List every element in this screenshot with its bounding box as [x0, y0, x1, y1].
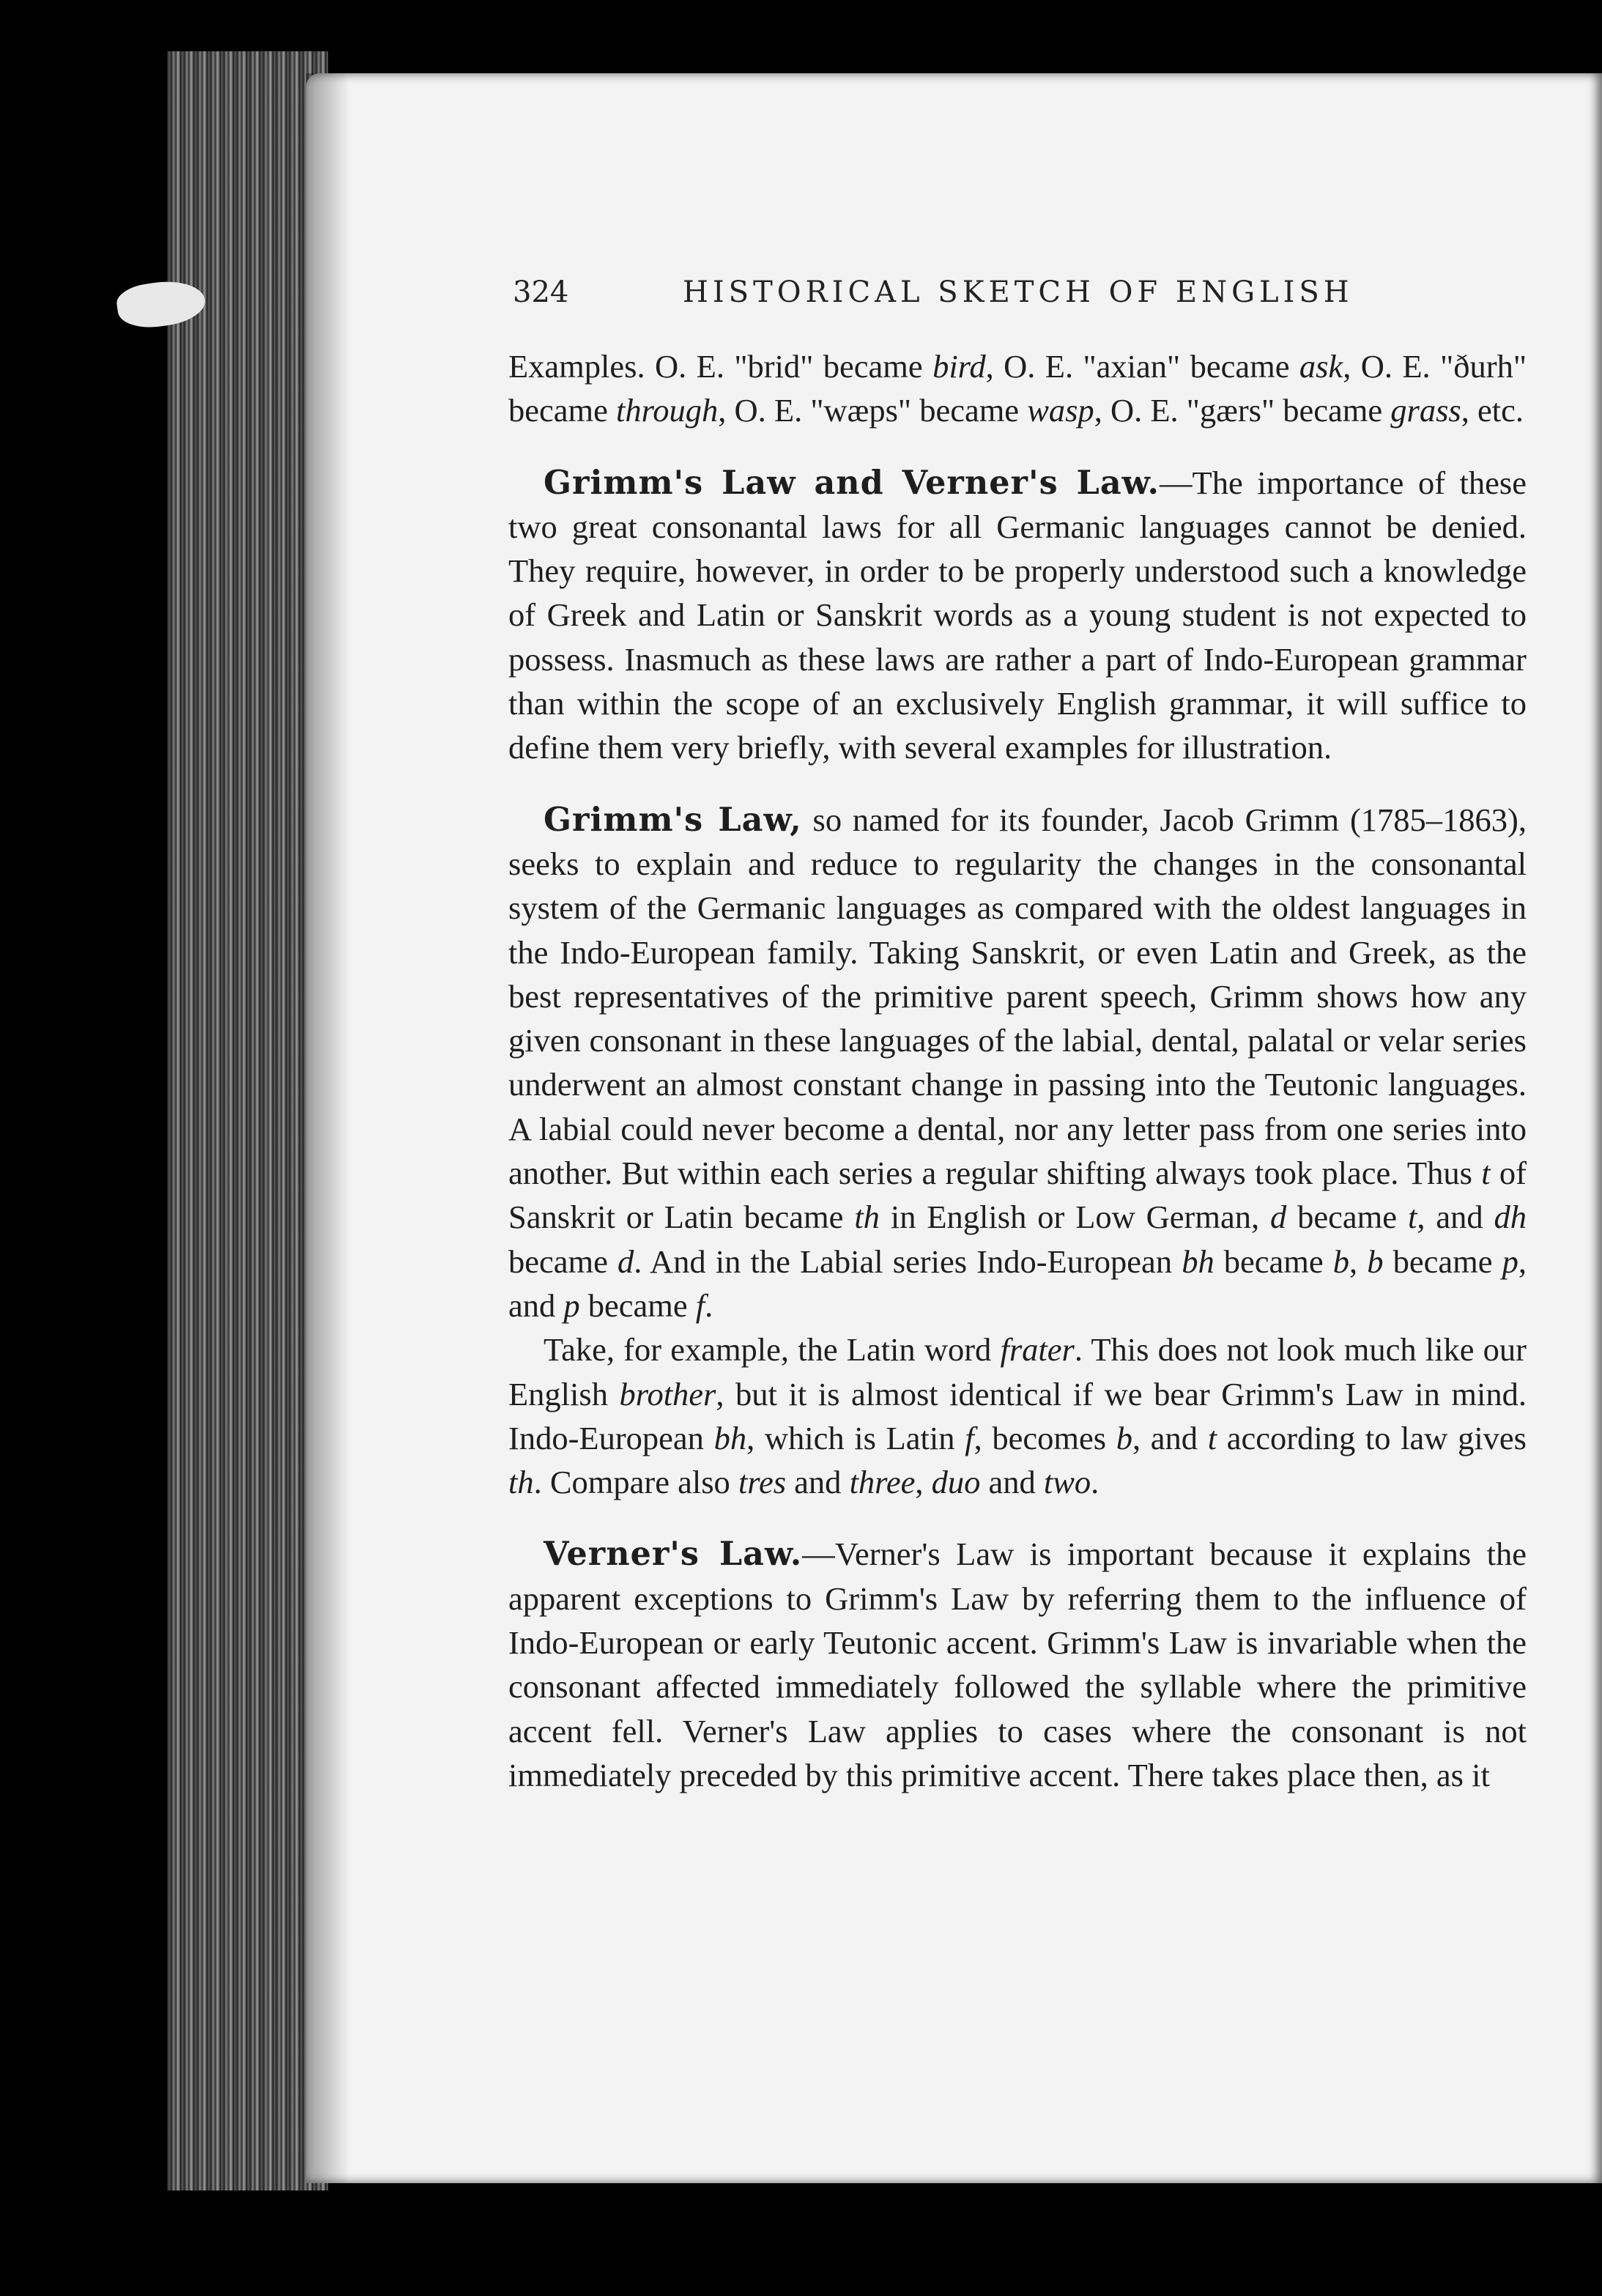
italic-word: wasp — [1027, 392, 1094, 429]
italic-word: frater — [1000, 1331, 1075, 1369]
italic-word: b — [1116, 1419, 1132, 1456]
text-run: , which is Latin — [746, 1419, 965, 1456]
text-run: so named for its founder, Jacob Grimm (1785–1863), seeks to explain and reduce to regularity the changes in the consonantal system of the Germanic languages as compared with the oldest languages in the Indo-European family. Taking Sanskrit, or even Latin and Greek, as the best representatives of the primitive parent speech, Grimm shows how any given consonant in these languages of the labial, dental, palatal or velar series underwent an almost constant change in passing into the Teutonic languages. A labial could never become a dental, nor any letter pass from one series into another. But within each series a regular shifting always took place. Thus — [508, 801, 1527, 1192]
text-run: —Verner's Law is important because it explains the apparent exceptions to Grimm's Law by referring them to the influence of Indo-European or early Teutonic accent. Grimm's Law is invariable when the consonant affected immediately followed the syllable where the primitive accent fell. Verner's Law applies to cases where the consonant is not immediately preceded by this primitive accent. There takes place then, as it — [508, 1536, 1527, 1793]
text-run: in English or Low German, — [879, 1199, 1271, 1236]
running-head: HISTORICAL SKETCH OF ENGLISH — [683, 275, 1354, 309]
italic-word: t — [1481, 1155, 1491, 1192]
text-run: and — [786, 1464, 850, 1501]
text-run: , and — [1132, 1419, 1208, 1456]
text-run: Take, for example, the Latin word — [544, 1331, 1001, 1369]
italic-word: b — [1367, 1243, 1384, 1280]
text-run: according to law gives — [1217, 1419, 1527, 1456]
italic-word: dh — [1494, 1199, 1527, 1236]
page-number: 324 — [513, 275, 569, 309]
italic-word: th — [508, 1464, 534, 1501]
section-heading: Grimm's Law, — [544, 800, 802, 839]
text-run: , — [1349, 1243, 1368, 1280]
text-run: , etc. — [1461, 392, 1524, 429]
italic-word: three — [849, 1464, 916, 1501]
text-run: of Sanskrit or Latin became — [508, 1155, 1527, 1236]
text-run: , O. E. "wæps" became — [718, 392, 1028, 429]
text-run: , and — [1417, 1199, 1494, 1236]
paragraph-frater-example — [508, 1327, 1527, 1504]
italic-word: t — [1407, 1199, 1417, 1236]
text-run: became — [508, 1243, 618, 1280]
text-run: , O. E. "ðurh" became — [508, 348, 1527, 429]
paragraph-grimms-law — [508, 798, 1527, 1328]
italic-word: f — [965, 1419, 974, 1456]
text-run: . And in the Labial series Indo-European — [634, 1243, 1182, 1280]
section-heading: Grimm's Law and Verner's Law. — [544, 463, 1160, 502]
page-header — [513, 270, 1553, 321]
text-run: , but it is almost identical if we bear Grimm's Law in mind. Indo-European — [508, 1375, 1527, 1456]
italic-word: d — [617, 1243, 634, 1280]
paragraph-verners-law — [508, 1532, 1527, 1797]
italic-word: p — [1502, 1243, 1518, 1280]
text-run: , O. E. "axian" became — [985, 348, 1299, 385]
italic-word: grass — [1390, 392, 1461, 429]
book-page-edges — [167, 51, 328, 2191]
text-run: became — [1383, 1243, 1502, 1280]
text-run: , O. E. "gærs" became — [1094, 392, 1391, 429]
italic-word: f — [695, 1286, 705, 1324]
text-run: , — [915, 1464, 932, 1501]
text-run: became — [1286, 1199, 1408, 1236]
text-run: . — [705, 1286, 713, 1324]
italic-word: bh — [1182, 1243, 1215, 1280]
italic-word: b — [1332, 1243, 1350, 1280]
italic-word: through — [616, 392, 719, 429]
section-heading: Verner's Law. — [544, 1535, 803, 1574]
binding-shadow — [306, 73, 350, 2183]
italic-word: duo — [931, 1464, 981, 1501]
italic-word: brother — [619, 1375, 716, 1412]
paragraph-examples — [508, 344, 1527, 433]
text-run: , and — [508, 1243, 1527, 1324]
italic-word: tres — [738, 1464, 787, 1501]
text-run: . — [1091, 1464, 1099, 1501]
page-body — [508, 344, 1527, 1797]
text-run: Examples. O. E. "brid" became — [508, 348, 933, 385]
text-run: became — [579, 1286, 696, 1324]
italic-word: bh — [713, 1419, 747, 1456]
italic-word: two — [1043, 1464, 1091, 1501]
italic-word: th — [854, 1199, 880, 1236]
italic-word: p — [563, 1286, 580, 1324]
italic-word: t — [1207, 1419, 1217, 1456]
text-run: . This does not look much like our English — [508, 1331, 1527, 1412]
text-run: and — [980, 1464, 1044, 1501]
text-run: became — [1214, 1243, 1333, 1280]
italic-word: bird — [932, 348, 986, 385]
paragraph-grimm-verner — [508, 461, 1527, 770]
text-run: . Compare also — [533, 1464, 738, 1501]
italic-word: d — [1270, 1199, 1287, 1236]
text-run: , becomes — [974, 1419, 1116, 1456]
italic-word: ask — [1299, 348, 1343, 385]
text-run: —The importance of these two great consonantal laws for all Germanic languages cannot be denied. They require, however, in order to be properly understood such a knowledge of Greek and Latin or Sanskrit words as a young student is not expected to possess. Inasmuch as these laws are rather a part of Indo-European grammar than within the scope of an exclusively English grammar, it will suffice to define them very briefly, with several examples for illustration. — [508, 464, 1527, 766]
